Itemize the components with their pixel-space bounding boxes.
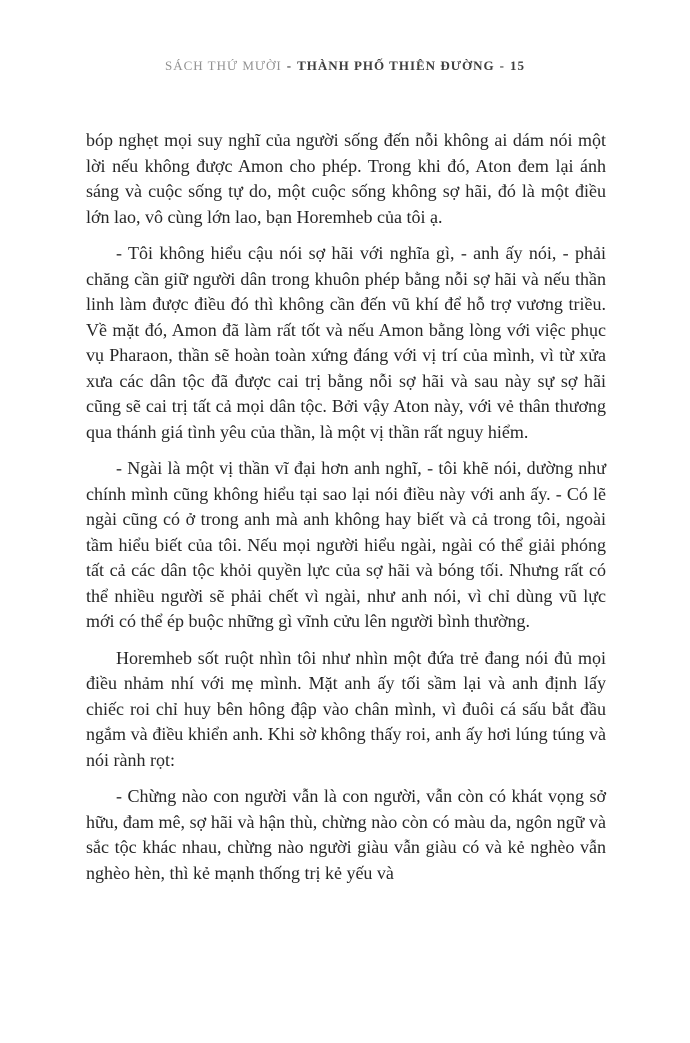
paragraph-3: - Ngài là một vị thần vĩ đại hơn anh nghĩ, - tôi khẽ nói, dường như chính mình cũng không hiểu tại sao lại nói điều này với anh ấy. - Có lẽ ngài cũng có ở trong anh mà anh không hay biết và cả trong tôi, ngoài tầm hiểu biết của tôi. Nếu mọi người hiểu ngài, ngài có thể giải phóng tất cả các dân tộc khỏi quyền lực của sợ hãi và bóng tối. Nhưng rất có thể nhiều người sẽ phải chết vì ngài, như anh nói, vì chỉ dùng vũ lực mới có thể ép buộc những gì vĩnh cửu lên người bình thường. xyxy=(86,458,606,631)
paragraph-5: - Chừng nào con người vẫn là con người, vẫn còn có khát vọng sở hữu, đam mê, sợ hãi và hận thù, chừng nào còn có màu da, ngôn ngữ và sắc tộc khác nhau, chừng nào người giàu vẫn giàu có và kẻ nghèo vẫn nghèo hèn, thì kẻ mạnh thống trị kẻ yếu và xyxy=(86,786,606,883)
paragraph-1: bóp nghẹt mọi suy nghĩ của người sống đến nỗi không ai dám nói một lời nếu không được Amon cho phép. Trong khi đó, Aton đem lại ánh sáng và cuộc sống tự do, một cuộc sống không sợ hãi, đó là một điều lớn lao, vô cùng lớn lao, bạn Horemheb của tôi ạ. xyxy=(86,130,606,227)
header-separator-1: - xyxy=(286,58,293,73)
book-section-label: SÁCH THỨ MƯỜI xyxy=(164,58,282,73)
paragraph-2: - Tôi không hiểu cậu nói sợ hãi với nghĩa gì, - anh ấy nói, - phải chăng cần giữ người dân trong khuôn phép bằng nỗi sợ hãi và nếu thần linh làm được điều đó thì không cần đến vũ khí để hỗ trợ vương triều. Về mặt đó, Amon đã làm rất tốt và nếu Amon bằng lòng với việc phục vụ Pharaon, thần sẽ hoàn toàn xứng đáng với vị trí của mình, vì từ xửa xưa các dân tộc đã được cai trị bằng nỗi sợ hãi và sau này sự sợ hãi cũng sẽ cai trị tất cả mọi dân tộc. Bởi vậy Aton này, với vẻ thân thương qua thánh giá tình yêu của thần, là một vị thần rất nguy hiểm. xyxy=(86,243,606,442)
page-number: 15 xyxy=(510,58,526,73)
header-separator-2: - xyxy=(499,58,506,73)
chapter-title: THÀNH PHỐ THIÊN ĐƯỜNG xyxy=(297,58,495,73)
running-header xyxy=(0,58,690,74)
page-body xyxy=(86,128,606,897)
paragraph-4: Horemheb sốt ruột nhìn tôi như nhìn một đứa trẻ đang nói đủ mọi điều nhảm nhí với mẹ mình. Mặt anh ấy tối sầm lại và anh định lấy chiếc roi chỉ huy bên hông đập vào chân mình, vì đuôi cá sấu bắt đầu ngắm và điều khiển anh. Khi sờ không thấy roi, anh ấy hơi lúng túng và nói rành rọt: xyxy=(86,647,606,770)
